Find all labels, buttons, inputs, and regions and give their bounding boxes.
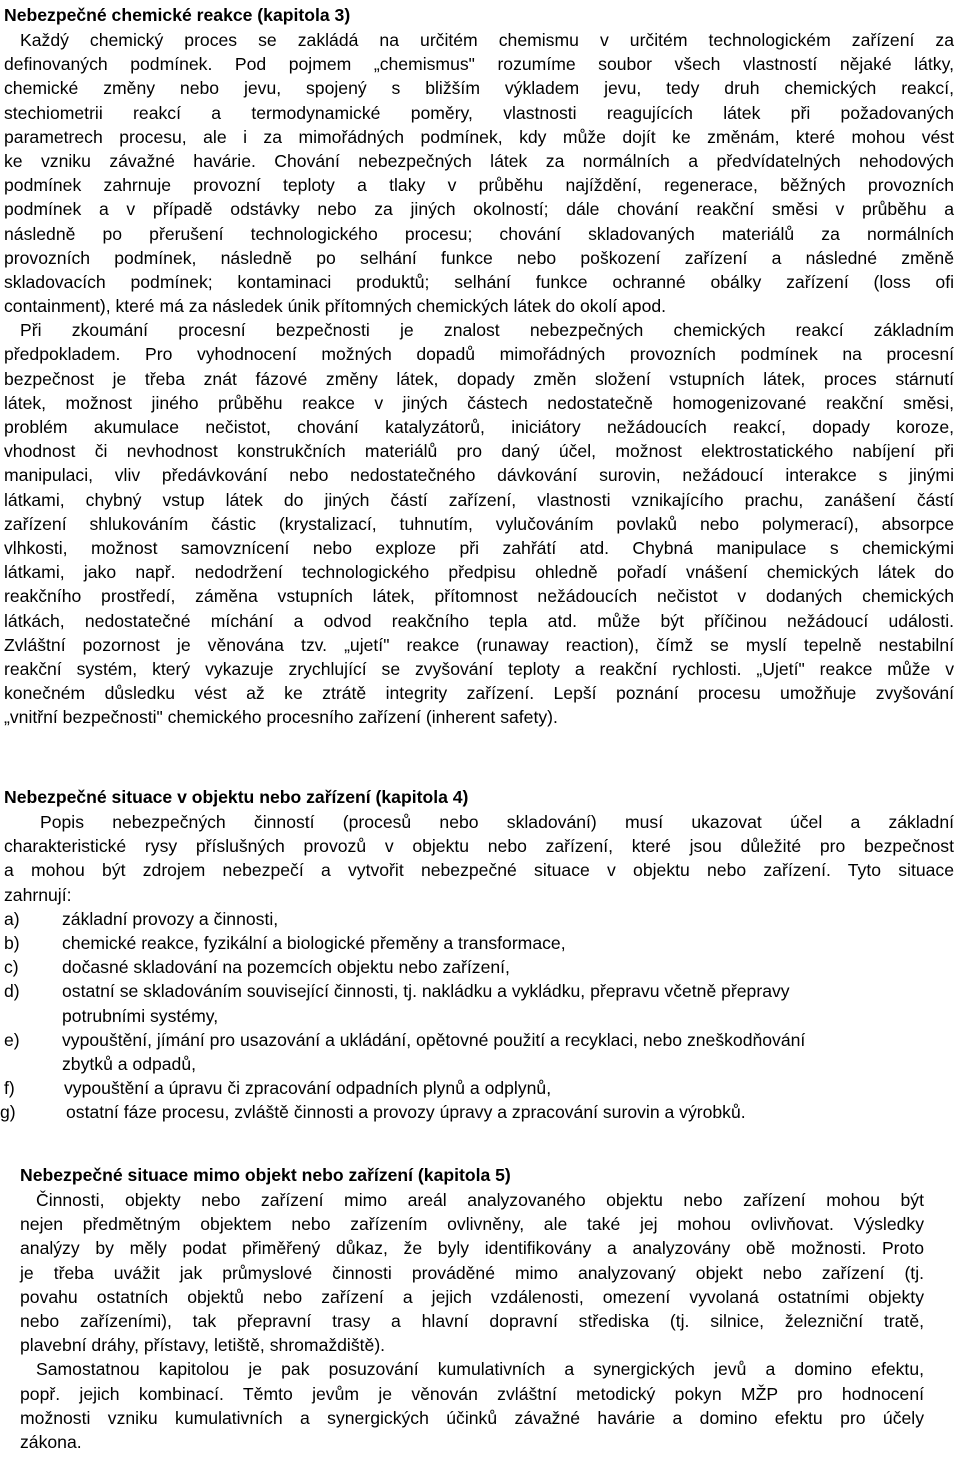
paragraph-line: látkami, chybný vstup látek do jiných částí zařízení, vlastnosti vznikajícího prachu, zanášení částí [4, 489, 954, 510]
section-3 [4, 2, 954, 729]
paragraph-line: chemické změny nebo jevu, spojený s bližším výkladem jevu, tedy druh chemických reakcí, [4, 78, 954, 99]
paragraph-line: látek, možnost jiného průběhu reakce v jiných částech nedostatečně homogenizované reakční směsi, [4, 392, 954, 413]
section-4-body [4, 810, 954, 907]
list-text: potrubními systémy, [62, 1005, 219, 1026]
paragraph-line: Zvláštní pozornost je věnována tzv. „ujetí" reakce (runaway reaction), čímž se myslí tepelně nestabilní [4, 634, 954, 655]
paragraph-line: zařízení shlukováním částic (krystalizací, tuhnutím, vylučováním povlaků nebo polymerací), absorpce [4, 513, 954, 534]
paragraph-line: Každý chemický proces se zakládá na určitém chemismu v určitém technologickém zařízení za [20, 30, 954, 50]
paragraph-line: ke vzniku závažné havárie. Chování nebezpečných látek za normálních a předvídatelných nehodových [4, 150, 954, 171]
list-item [4, 907, 954, 931]
paragraph-line: látkami, jako např. nedodržení technologického předpisu ohledně pořadí vnášení chemických látek do [4, 562, 954, 583]
paragraph-line: „vnitřní bezpečnosti" chemického procesního zařízení (inherent safety). [4, 707, 558, 728]
paragraph-line: containment), které má za následek únik přítomných chemických látek do okolí apod. [4, 296, 667, 317]
section-5 [20, 1162, 924, 1454]
list-item [0, 1100, 954, 1124]
paragraph-line: analýzy by měly podat přiměřený důkaz, že byly identifikovány a analyzovány obě možnosti. Proto [20, 1238, 924, 1259]
paragraph-line: provozních podmínek, následně po selhání funkce nebo poškození zařízení a následné změně [4, 247, 954, 268]
paragraph-line: podmínek zahrnuje provozní teploty a tlaky v průběhu najíždění, regenerace, běžných provozních [4, 175, 954, 196]
paragraph-line: charakteristické rysy příslušných provozů v objektu nebo zařízení, které jsou důležité pro bezpečnost [4, 836, 954, 857]
list-text: vypouštění, jímání pro usazování a ukládání, opětovné použití a recyklaci, nebo zneškodňování [62, 1029, 806, 1050]
paragraph-line: látkách, nedostatečné míchání a odvod reakčního tepla atd. může být příčinou nežádoucí události. [4, 610, 954, 631]
paragraph-line: možnosti vzniku kumulativních a synergických účinků závažné havárie a domino efektu pro účely [20, 1407, 924, 1428]
paragraph-line: definovaných podmínek. Pod pojmem „chemismus" rozumíme soubor všech vlastností nějaké látky, [4, 54, 954, 75]
paragraph-line: reakčního prostředí, záměna vstupních látek, přítomnost nežádoucích nečistot v dodaných chemických [4, 586, 954, 607]
situation-list [0, 907, 954, 1125]
paragraph-line: nebo zařízeními), tak přepravní trasy a hlavní dopravní střediska (tj. silnice, železniční tratě, [20, 1310, 924, 1331]
list-item [4, 1028, 954, 1052]
paragraph-line: konečném důsledku vést až ke ztrátě integrity zařízení. Lepší poznání procesu umožňuje zvyšování [4, 683, 954, 704]
paragraph-line: stechiometrii reakcí a termodynamické poměry, vlastnosti reagujících látek při požadovaných [4, 102, 954, 123]
paragraph-line: Činnosti, objekty nebo zařízení mimo areál analyzovaného objektu nebo zařízení mohou být [36, 1190, 924, 1210]
list-marker: g) [0, 1102, 16, 1123]
paragraph-line: Popis nebezpečných činností (procesů nebo skladování) musí ukazovat účel a základní [40, 812, 954, 832]
list-text: chemické reakce, fyzikální a biologické přeměny a transformace, [62, 932, 566, 953]
paragraph-line: parametrech procesu, ale i za mimořádných podmínek, kdy může dojít ke změnám, které mohou vést [4, 126, 954, 147]
list-marker: c) [4, 957, 19, 978]
list-marker: f) [4, 1078, 15, 1099]
list-item-continuation [4, 1052, 954, 1076]
list-item [4, 1076, 954, 1100]
paragraph-line: podmínek a v případě odstávky nebo za jiných okolností; dále chování reakční směsi v průběhu a [4, 199, 954, 220]
section-4 [0, 784, 954, 1124]
section-5-body [20, 1188, 924, 1454]
section-5-heading: Nebezpečné situace mimo objekt nebo zařízení (kapitola 5) [20, 1165, 511, 1185]
list-marker: d) [4, 981, 20, 1002]
paragraph-line: reakční systém, který vykazuje zrychlující se zvyšování teploty a reakční rychlosti. „Ujetí" reakce může v [4, 658, 954, 679]
paragraph-line: popř. jejich kombinací. Těmto jevům je věnován zvláštní metodický pokyn MŽP pro hodnocení [20, 1383, 924, 1404]
paragraph-line: je třeba uvážit jak průmyslové činnosti prováděné mimo analyzovaný objekt nebo zařízení (tj. [20, 1262, 924, 1283]
list-text: ostatní fáze procesu, zvláště činnosti a provozy úpravy a zpracování surovin a výrobků. [66, 1102, 746, 1123]
section-4-heading: Nebezpečné situace v objektu nebo zařízení (kapitola 4) [4, 787, 469, 807]
paragraph-line: vhodnost či nevhodnost konstrukčních materiálů pro daný účel, možnost elektrostatického nabíjení při [4, 441, 954, 462]
paragraph-line: povahu ostatních objektů nebo zařízení a jejich vzdálenosti, omezení vyvolaná ostatními objekty [20, 1286, 924, 1307]
list-item [4, 931, 954, 955]
paragraph-line: následně po přerušení technologického procesu; chování skladovaných materiálů za normálních [4, 223, 954, 244]
list-item-continuation [4, 1004, 954, 1028]
paragraph-line: zahrnují: [4, 884, 72, 905]
paragraph-line: předpokladem. Pro vyhodnocení možných dopadů mimořádných provozních podmínek na procesní [4, 344, 954, 365]
list-marker: a) [4, 908, 20, 929]
paragraph-line: skladovacích podmínek; kontaminaci produktů; selhání funkce ochranné obálky zařízení (loss ofi [4, 271, 954, 292]
paragraph-line: nejen předmětným objektem nebo zařízením ovlivněny, ale také jej mohou ovlivňovat. Výsledky [20, 1214, 924, 1235]
list-marker: e) [4, 1029, 20, 1050]
paragraph-line: manipulaci, vliv předávkování nebo nedostatečného dávkování surovin, nežádoucí interakce s jinými [4, 465, 954, 486]
paragraph-line: Samostatnou kapitolou je pak posuzování kumulativních a synergických jevů a domino efektu, [36, 1359, 924, 1380]
list-text: zbytků a odpadů, [62, 1053, 197, 1074]
paragraph-line: plavební dráhy, přístavy, letiště, shromaždiště). [20, 1335, 386, 1356]
section-3-heading: Nebezpečné chemické reakce (kapitola 3) [4, 5, 351, 25]
list-text: dočasné skladování na pozemcích objektu nebo zařízení, [62, 957, 510, 978]
list-item [4, 955, 954, 979]
list-text: vypouštění a úpravu či zpracování odpadních plynů a odplynů, [64, 1078, 552, 1099]
paragraph-line: problém akumulace nečistot, chování katalyzátorů, iniciátory nežádoucích reakcí, dopady koroze, [4, 417, 954, 437]
list-text: ostatní se skladováním související činnosti, tj. nakládku a vykládku, přepravu včetně přepravy [62, 981, 790, 1002]
paragraph-line: a mohou být zdrojem nebezpečí a vytvořit nebezpečné situace v objektu nebo zařízení. Tyto situace [4, 860, 954, 881]
paragraph-line: vlhkosti, možnost samovznícení nebo exploze při zahřátí atd. Chybná manipulace s chemickými [4, 537, 954, 558]
paragraph-line: bezpečnost je třeba znát fázové změny látek, dopady změn složení vstupních látek, proces stárnutí [4, 368, 954, 389]
list-marker: b) [4, 932, 20, 953]
section-3-body [4, 28, 954, 729]
list-text: základní provozy a činnosti, [62, 908, 279, 929]
paragraph-line: zákona. [20, 1431, 82, 1452]
list-item [4, 979, 954, 1003]
paragraph-line: Při zkoumání procesní bezpečnosti je znalost nebezpečných chemických reakcí základním [20, 320, 954, 341]
